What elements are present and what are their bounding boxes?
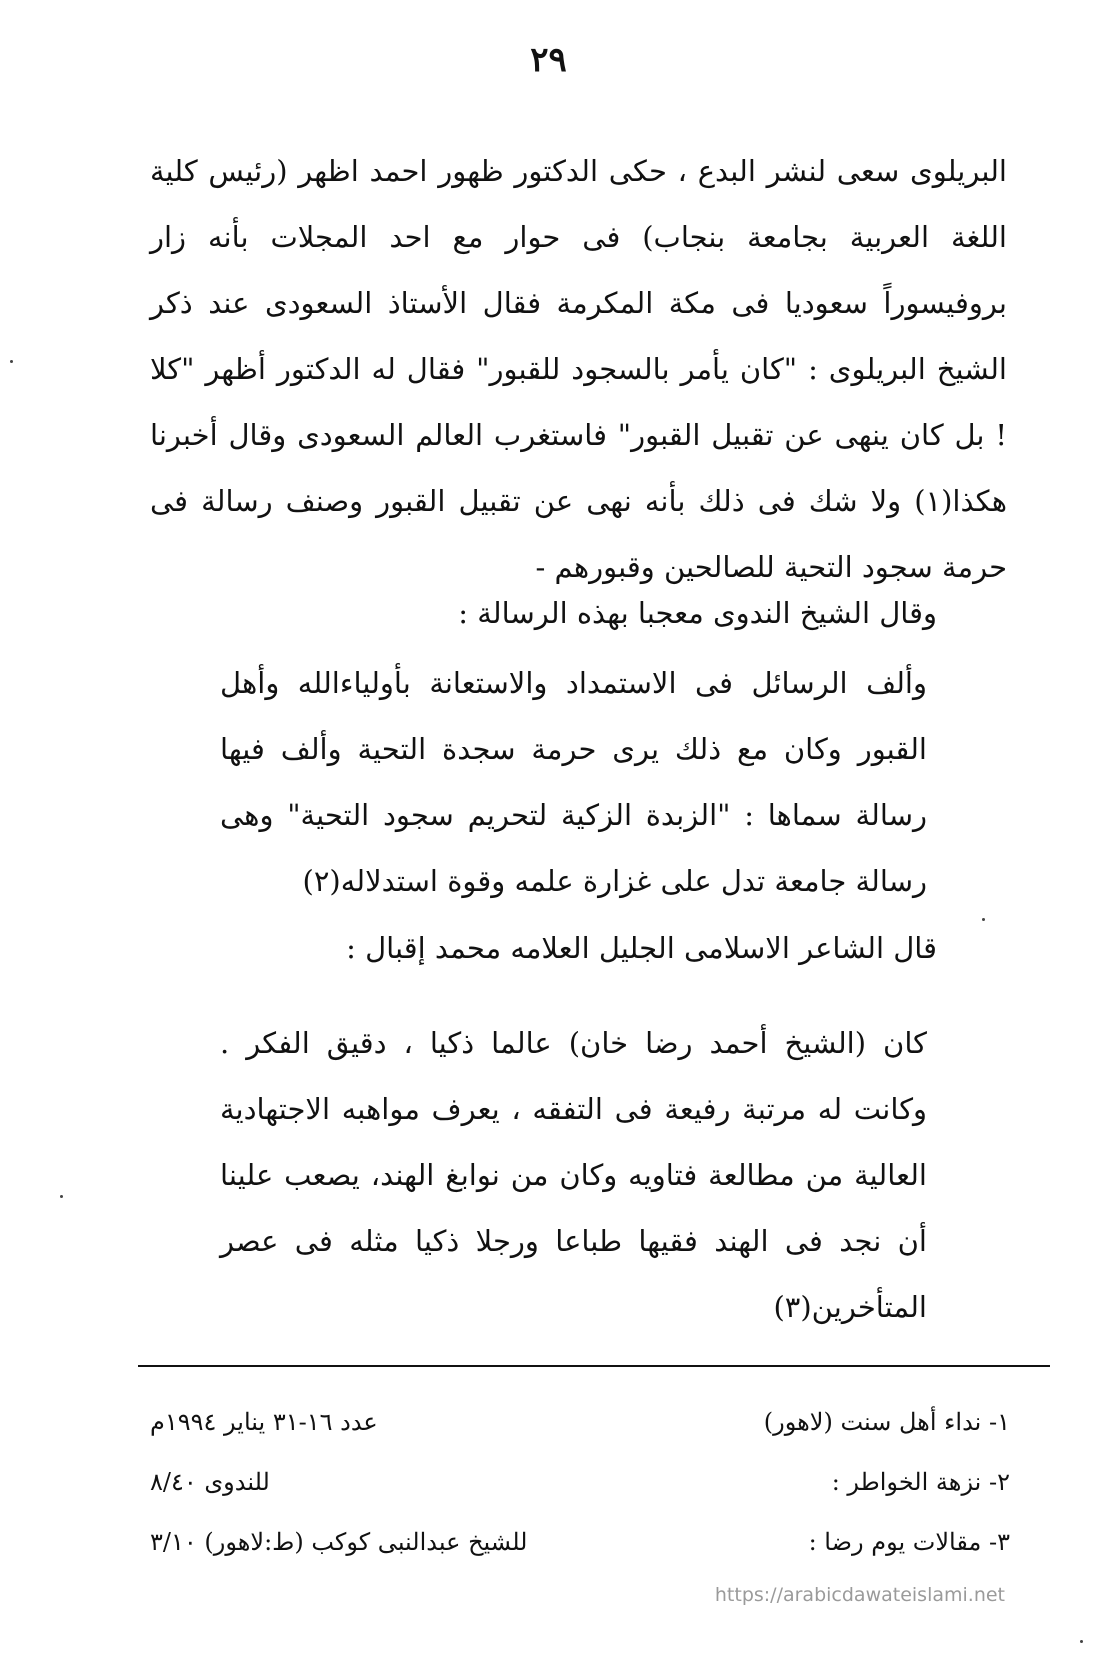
quote-iqbal: كان (الشيخ أحمد رضا خان) عالما ذكيا ، دقيق الفكر . وكانت له مرتبة رفيعة فى التفقه ، يعرف مواهبه الاجتهادية العالية من مطالعة فتاويه وكان من نوابغ الهند، يصعب علينا أن نجد فى الهند فقيها طباعا ورجلا ذكيا مثله فى عصر المتأخرين(٣) [220, 1026, 927, 1324]
footnote-detail: عدد ١٦-٣١ يناير ١٩٩٤م [150, 1408, 378, 1436]
quote-nadwi: وألف الرسائل فى الاستمداد والاستعانة بأولياءالله وأهل القبور وكان مع ذلك يرى حرمة سجدة التحية وألف فيها رسالة سماها : "الزبدة الزكية لتحريم سجود التحية" وهى رسالة جامعة تدل على غزارة علمه وقوة استدلاله(٢) [220, 666, 927, 898]
footnote-divider [138, 1365, 1050, 1367]
scan-speck [1080, 1640, 1083, 1643]
paragraph-iqbal-intro: قال الشاعر الاسلامى الجليل العلامه محمد إقبال : [346, 931, 937, 965]
scan-speck [982, 918, 985, 921]
footnote-ref: ٣- مقالات يوم رضا : [808, 1528, 1010, 1556]
scan-speck [10, 360, 13, 363]
paragraph-nadwi-intro: وقال الشيخ الندوى معجبا بهذه الرسالة : [458, 596, 937, 630]
footnote-2 [150, 1452, 1010, 1512]
footnote-ref: ٢- نزهة الخواطر : [831, 1468, 1010, 1496]
footnote-detail: للندوى ٨/٤٠ [150, 1468, 270, 1496]
footnote-ref: ١- نداء أهل سنت (لاهور) [763, 1408, 1010, 1436]
paragraph-bareilvi-sujood: البريلوى سعى لنشر البدع ، حكى الدكتور ظهور احمد اظهر (رئيس كلية اللغة العربية بجامعة بنجاب) فى حوار مع احد المجلات بأنه زار بروفيسوراً سعوديا فى مكة المكرمة فقال الأستاذ السعودى عند ذكر الشيخ البريلوى : "كان يأمر بالسجود للقبور" فقال له الدكتور أظهر "كلا ! بل كان ينهى عن تقبيل القبور" فاستغرب العالم السعودى وقال أخبرنا هكذا(١) ولا شك فى ذلك بأنه نهى عن تقبيل القبور وصنف رسالة فى حرمة سجود التحية للصالحين وقبورهم - [150, 154, 1007, 584]
footnote-3 [150, 1512, 1010, 1572]
footnotes [150, 1392, 1010, 1572]
scan-speck [60, 1195, 63, 1198]
footnote-detail: للشيخ عبدالنبى كوكب (ط:لاهور) ٣/١٠ [150, 1528, 528, 1556]
watermark-url: https://arabicdawateislami.net [714, 1584, 1005, 1606]
footnote-1 [150, 1392, 1010, 1452]
page-number: ٢٩ [530, 40, 567, 80]
